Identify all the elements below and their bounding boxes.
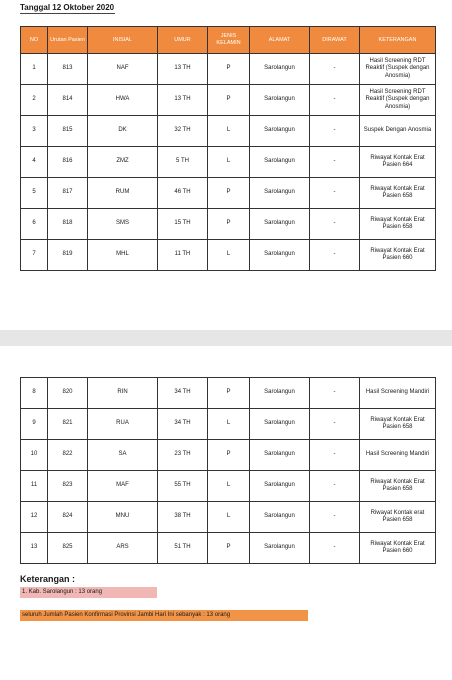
cell-alamat: Sarolangun xyxy=(250,240,310,271)
table-row xyxy=(21,85,436,116)
cell-jenis-kelamin: L xyxy=(208,409,250,440)
cell-jenis-kelamin: P xyxy=(208,209,250,240)
cell-keterangan: Riwayat Kontak Erat Pasien 664 xyxy=(360,147,436,178)
cell-urutan: 816 xyxy=(48,147,88,178)
cell-keterangan: Hasil Screening Mandiri xyxy=(360,440,436,471)
cell-dirawat: - xyxy=(310,147,360,178)
cell-jenis-kelamin: P xyxy=(208,178,250,209)
table-row xyxy=(21,533,436,564)
cell-urutan: 815 xyxy=(48,116,88,147)
cell-dirawat: - xyxy=(310,502,360,533)
cell-urutan: 821 xyxy=(48,409,88,440)
cell-dirawat: - xyxy=(310,85,360,116)
cell-alamat: Sarolangun xyxy=(250,378,310,409)
table-row xyxy=(21,116,436,147)
cell-urutan: 818 xyxy=(48,209,88,240)
table-row xyxy=(21,502,436,533)
cell-urutan: 820 xyxy=(48,378,88,409)
cell-dirawat: - xyxy=(310,471,360,502)
cell-dirawat: - xyxy=(310,378,360,409)
cell-alamat: Sarolangun xyxy=(250,409,310,440)
cell-inisial: RUM xyxy=(88,178,158,209)
title-underline xyxy=(20,13,115,14)
cell-dirawat: - xyxy=(310,178,360,209)
cell-inisial: DK xyxy=(88,116,158,147)
cell-umur: 5 TH xyxy=(158,147,208,178)
cell-inisial: MHL xyxy=(88,240,158,271)
cell-keterangan: Hasil Screening Mandiri xyxy=(360,378,436,409)
cell-keterangan: Riwayat Kontak Erat Pasien 658 xyxy=(360,209,436,240)
cell-inisial: RUA xyxy=(88,409,158,440)
cell-inisial: ZMZ xyxy=(88,147,158,178)
cell-umur: 15 TH xyxy=(158,209,208,240)
table-row xyxy=(21,209,436,240)
cell-alamat: Sarolangun xyxy=(250,440,310,471)
cell-no: 3 xyxy=(21,116,48,147)
cell-dirawat: - xyxy=(310,533,360,564)
cell-alamat: Sarolangun xyxy=(250,85,310,116)
cell-urutan: 823 xyxy=(48,471,88,502)
cell-alamat: Sarolangun xyxy=(250,209,310,240)
header-inisial: INISIAL xyxy=(88,27,158,54)
keterangan-total-summary: seluruh Jumlah Pasien Konfirmasi Provinsi Jambi Hari Ini sebanyak : 13 orang xyxy=(20,610,308,621)
cell-dirawat: - xyxy=(310,240,360,271)
cell-inisial: NAF xyxy=(88,54,158,85)
cell-alamat: Sarolangun xyxy=(250,471,310,502)
cell-inisial: MNU xyxy=(88,502,158,533)
cell-keterangan: Suspek Dengan Anosmia xyxy=(360,116,436,147)
table-row xyxy=(21,54,436,85)
table-body-page1 xyxy=(21,54,436,271)
cell-no: 12 xyxy=(21,502,48,533)
cell-umur: 34 TH xyxy=(158,378,208,409)
cell-dirawat: - xyxy=(310,409,360,440)
header-umur: UMUR xyxy=(158,27,208,54)
cell-no: 10 xyxy=(21,440,48,471)
cell-jenis-kelamin: P xyxy=(208,54,250,85)
cell-dirawat: - xyxy=(310,116,360,147)
patient-table-page1 xyxy=(20,26,436,271)
cell-jenis-kelamin: L xyxy=(208,502,250,533)
cell-no: 6 xyxy=(21,209,48,240)
table-row xyxy=(21,147,436,178)
cell-jenis-kelamin: L xyxy=(208,147,250,178)
header-alamat: ALAMAT xyxy=(250,27,310,54)
cell-keterangan: Riwayat Kontak Erat Pasien 658 xyxy=(360,471,436,502)
cell-no: 7 xyxy=(21,240,48,271)
cell-alamat: Sarolangun xyxy=(250,54,310,85)
cell-inisial: SMS xyxy=(88,209,158,240)
cell-jenis-kelamin: L xyxy=(208,471,250,502)
cell-umur: 51 TH xyxy=(158,533,208,564)
cell-umur: 34 TH xyxy=(158,409,208,440)
header-no: NO xyxy=(21,27,48,54)
cell-urutan: 813 xyxy=(48,54,88,85)
cell-no: 9 xyxy=(21,409,48,440)
cell-no: 11 xyxy=(21,471,48,502)
header-urutan-pasien: Urutan Pasien xyxy=(48,27,88,54)
cell-no: 8 xyxy=(21,378,48,409)
keterangan-item-sarolangun: 1. Kab. Sarolangun : 13 orang xyxy=(20,587,157,598)
cell-jenis-kelamin: P xyxy=(208,378,250,409)
keterangan-heading: Keterangan : xyxy=(20,574,76,584)
cell-jenis-kelamin: P xyxy=(208,85,250,116)
cell-jenis-kelamin: P xyxy=(208,533,250,564)
table-body-page2 xyxy=(21,378,436,564)
cell-no: 4 xyxy=(21,147,48,178)
report-date-title: Tanggal 12 Oktober 2020 xyxy=(20,3,115,12)
cell-no: 13 xyxy=(21,533,48,564)
cell-keterangan: Riwayat Kontak Erat Pasien 660 xyxy=(360,240,436,271)
table-header-row xyxy=(21,27,436,54)
cell-dirawat: - xyxy=(310,440,360,471)
cell-alamat: Sarolangun xyxy=(250,502,310,533)
cell-dirawat: - xyxy=(310,209,360,240)
table-row xyxy=(21,440,436,471)
page-break-gap xyxy=(0,330,452,346)
cell-keterangan: Riwayat Kontak Erat Pasien 660 xyxy=(360,533,436,564)
table-row xyxy=(21,378,436,409)
cell-alamat: Sarolangun xyxy=(250,116,310,147)
cell-alamat: Sarolangun xyxy=(250,178,310,209)
cell-keterangan: Hasil Screening RDT Reaktif (Suspek dengan Anosmia) xyxy=(360,85,436,116)
cell-umur: 55 TH xyxy=(158,471,208,502)
cell-urutan: 814 xyxy=(48,85,88,116)
cell-umur: 32 TH xyxy=(158,116,208,147)
table-row xyxy=(21,240,436,271)
cell-umur: 13 TH xyxy=(158,54,208,85)
cell-jenis-kelamin: L xyxy=(208,240,250,271)
header-jenis-kelamin: JENIS KELAMIN xyxy=(208,27,250,54)
cell-jenis-kelamin: P xyxy=(208,440,250,471)
patient-table-page2 xyxy=(20,377,436,564)
cell-no: 2 xyxy=(21,85,48,116)
cell-umur: 46 TH xyxy=(158,178,208,209)
cell-no: 5 xyxy=(21,178,48,209)
cell-alamat: Sarolangun xyxy=(250,147,310,178)
cell-urutan: 824 xyxy=(48,502,88,533)
cell-keterangan: Hasil Screening RDT Reaktif (Suspek dengan Anosmia) xyxy=(360,54,436,85)
cell-urutan: 819 xyxy=(48,240,88,271)
table-row xyxy=(21,409,436,440)
cell-alamat: Sarolangun xyxy=(250,533,310,564)
cell-jenis-kelamin: L xyxy=(208,116,250,147)
cell-no: 1 xyxy=(21,54,48,85)
cell-inisial: RIN xyxy=(88,378,158,409)
header-dirawat: DIRAWAT xyxy=(310,27,360,54)
cell-urutan: 825 xyxy=(48,533,88,564)
cell-inisial: ARS xyxy=(88,533,158,564)
table-row xyxy=(21,471,436,502)
header-keterangan: KETERANGAN xyxy=(360,27,436,54)
cell-inisial: MAF xyxy=(88,471,158,502)
cell-keterangan: Riwayat Kontak Erat Pasien 658 xyxy=(360,178,436,209)
cell-dirawat: - xyxy=(310,54,360,85)
cell-umur: 11 TH xyxy=(158,240,208,271)
cell-keterangan: Riwayat Kontak erat Pasien 658 xyxy=(360,502,436,533)
table-row xyxy=(21,178,436,209)
cell-urutan: 822 xyxy=(48,440,88,471)
cell-umur: 23 TH xyxy=(158,440,208,471)
cell-inisial: HWA xyxy=(88,85,158,116)
cell-keterangan: Riwayat Kontak Erat Pasien 658 xyxy=(360,409,436,440)
cell-inisial: SA xyxy=(88,440,158,471)
cell-umur: 13 TH xyxy=(158,85,208,116)
cell-umur: 38 TH xyxy=(158,502,208,533)
cell-urutan: 817 xyxy=(48,178,88,209)
